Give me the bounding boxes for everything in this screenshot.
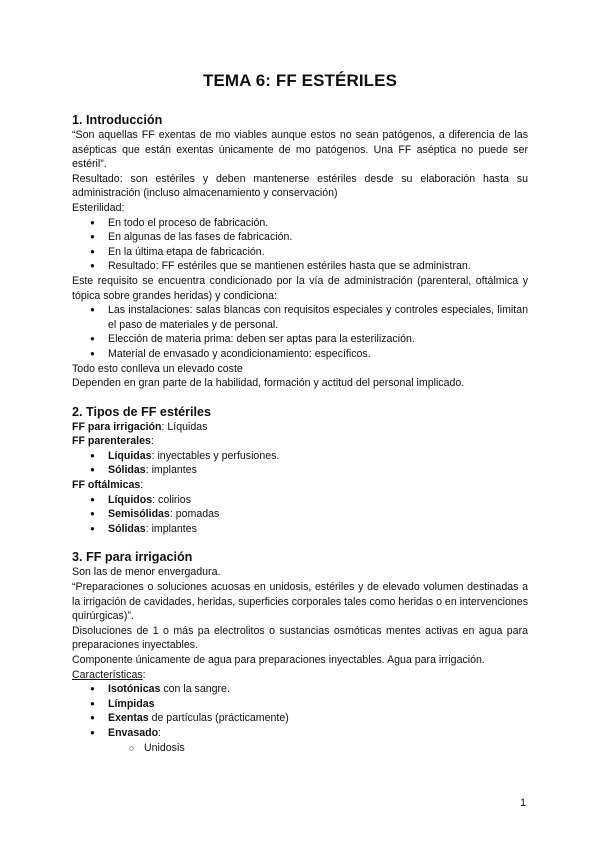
resultado-paragraph: Resultado: son estériles y deben mantenerse estériles desde su elaboración hasta su administración (incluso almacenamiento y conservación) xyxy=(72,172,528,200)
list-item: ● Material de envasado y acondicionamiento: específicos. xyxy=(72,347,528,362)
irrigacion-label: FF para irrigación xyxy=(72,420,162,433)
parenterales-line: FF parenterales: xyxy=(72,435,154,448)
page-number: 1 xyxy=(520,797,526,809)
list-item: ● Envasado: xyxy=(72,726,528,741)
disoluciones-paragraph: Disoluciones de 1 o más pa electrolitos o sustancias osmóticas mentes activas en agua para preparaciones inyectables. xyxy=(72,624,528,652)
list-item: ● Límpidas xyxy=(72,697,528,712)
list-item: ● Isotónicas con la sangre. xyxy=(72,682,528,697)
caracteristicas-label: Características xyxy=(72,668,143,681)
list-item: ● Sólidas: implantes xyxy=(72,463,528,478)
list-item: ● En algunas de las fases de fabricación. xyxy=(72,230,528,245)
list-item: ● Líquidos: colirios xyxy=(72,493,528,508)
list-item: ● Exentas de partículas (prácticamente) xyxy=(72,711,528,726)
caracteristicas-list xyxy=(72,682,528,740)
oftalmicas-line: FF oftálmicas: xyxy=(72,479,144,492)
list-item: ● Líquidas: inyectables y perfusiones. xyxy=(72,449,528,464)
menor-envergadura-paragraph: Son las de menor envergadura. xyxy=(72,566,221,579)
list-item: ● En la última etapa de fabricación. xyxy=(72,245,528,260)
list-item: ● Elección de materia prima: deben ser aptas para la esterilización. xyxy=(72,332,528,347)
parenterales-list xyxy=(72,449,528,478)
list-item: ● Las instalaciones: salas blancas con requisitos especiales y controles especiales, limitan el paso de materiales y de personal. xyxy=(72,303,528,332)
section-heading-introduccion: 1. Introducción xyxy=(72,113,163,127)
componente-paragraph: Componente únicamente de agua para preparaciones inyectables. Agua para irrigación. xyxy=(72,654,485,666)
document-title: TEMA 6: FF ESTÉRILES xyxy=(202,71,398,90)
list-item: ● En todo el proceso de fabricación. xyxy=(72,216,528,231)
requisito-paragraph: Este requisito se encuentra condicionado por la vía de administración (parenteral, oftálmica y tópica sobre grandes heridas) y condiciona: xyxy=(72,274,528,302)
oftalmicas-list xyxy=(72,493,528,537)
condiciona-list xyxy=(72,303,528,361)
section-heading-tipos: 2. Tipos de FF estériles xyxy=(72,404,212,419)
definition-quote: “Son aquellas FF exentas de mo viables aunque estos no sean patógenos, a diferencia de las asépticas que están exentas únicamente de mo patógenos. Una FF aséptica no puede ser estéril”. xyxy=(72,129,528,171)
section-heading-irrigacion: 3. FF para irrigación xyxy=(72,550,193,565)
list-item: ● Sólidas: implantes xyxy=(72,522,528,537)
envasado-sublist xyxy=(72,741,528,756)
irrigacion-line xyxy=(72,420,528,435)
dependen-paragraph: Dependen en gran parte de la habilidad, formación y actitud del personal implicado. xyxy=(72,377,465,390)
document-page xyxy=(72,70,528,755)
caracteristicas-line: Características: xyxy=(72,668,146,681)
list-item: ● Resultado: FF estériles que se mantienen estériles hasta que se administran. xyxy=(72,259,528,274)
parenterales-label: FF parenterales xyxy=(72,435,151,448)
irrigacion-value: : Líquidas xyxy=(161,420,208,433)
preparaciones-quote: “Preparaciones o soluciones acuosas en unidosis, estériles y de elevado volumen destinadas a la irrigación de cavidades, heridas, superficies corporales tales como heridas o en intervenciones quirúrgicas)”. xyxy=(72,581,528,623)
coste-paragraph: Todo esto conlleva un elevado coste xyxy=(72,362,243,375)
list-item: ● Semisólidas: pomadas xyxy=(72,507,528,522)
esterilidad-label: Esterilidad: xyxy=(72,201,125,214)
list-item: ○ Unidosis xyxy=(72,741,528,756)
esterilidad-list xyxy=(72,216,528,274)
oftalmicas-label: FF oftálmicas xyxy=(72,479,141,492)
